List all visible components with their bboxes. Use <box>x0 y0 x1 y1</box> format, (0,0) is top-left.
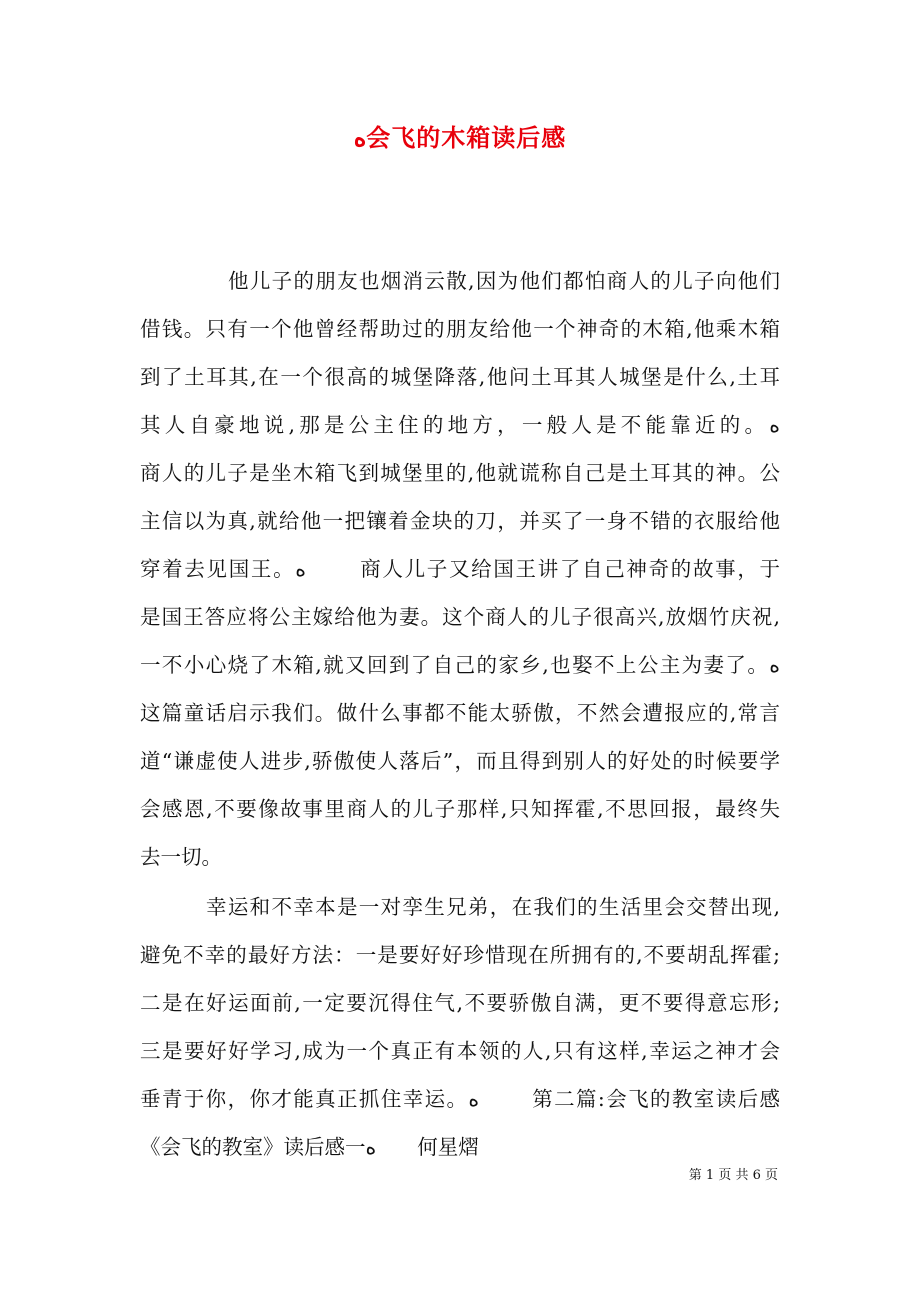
paragraph-line: 《会飞的教室》读后感一ﻩ 何星熠 <box>140 1135 479 1159</box>
paragraph-line: 商人的儿子是坐木箱飞到城堡里的,他就谎称自己是土耳其的神。公 <box>140 461 780 485</box>
paragraph-line: 去一切。 <box>140 845 222 869</box>
paragraph-line: 他儿子的朋友也烟消云散,因为他们都怕商人的儿子向他们 <box>228 269 780 293</box>
paragraph-line: 到了土耳其,在一个很高的城堡降落,他问土耳其人城堡是什么,土耳 <box>140 365 780 389</box>
paragraph-line: 会感恩,不要像故事里商人的儿子那样,只知挥霍,不思回报，最终失 <box>140 797 780 821</box>
document-title: ﻩ会飞的木箱读后感 <box>353 123 567 152</box>
paragraph-line: 二是在好运面前,一定要沉得住气,不要骄傲自满，更不要得意忘形; <box>140 991 780 1015</box>
paragraph-line: 道“谦虚使人进步,骄傲使人落后”，而且得到别人的好处的时候要学 <box>140 749 780 773</box>
page-number-footer: 第 1 页 共 6 页 <box>688 1168 778 1183</box>
paragraph-line: 这篇童话启示我们。做什么事都不能太骄傲，不然会遭报应的,常言 <box>140 701 780 725</box>
paragraph-line: 穿着去见国王。ﻩ 商人儿子又给国王讲了自己神奇的故事，于 <box>140 557 780 581</box>
paragraph-line: 是国王答应将公主嫁给他为妻。这个商人的儿子很高兴,放烟竹庆祝, <box>140 605 780 629</box>
paragraph-line: 幸运和不幸本是一对孪生兄弟，在我们的生活里会交替出现, <box>206 895 780 919</box>
paragraph-line: 三是要好好学习,成为一个真正有本领的人,只有这样,幸运之神才会 <box>140 1039 780 1063</box>
paragraph-line: 一不小心烧了木箱,就又回到了自己的家乡,也娶不上公主为妻了。ﻩ <box>140 653 780 677</box>
paragraph-line: 主信以为真,就给他一把镶着金块的刀，并买了一身不错的衣服给他 <box>140 509 780 533</box>
paragraph-line: 避免不幸的最好方法：一是要好好珍惜现在所拥有的,不要胡乱挥霍; <box>140 943 780 967</box>
paragraph-line: 垂青于你，你才能真正抓住幸运。ﻩ 第二篇:会飞的教室读后感 <box>140 1087 780 1111</box>
paragraph-line: 其人自豪地说,那是公主住的地方，一般人是不能靠近的。ﻩ <box>140 413 780 437</box>
paragraph-line: 借钱。只有一个他曾经帮助过的朋友给他一个神奇的木箱,他乘木箱 <box>140 317 780 341</box>
